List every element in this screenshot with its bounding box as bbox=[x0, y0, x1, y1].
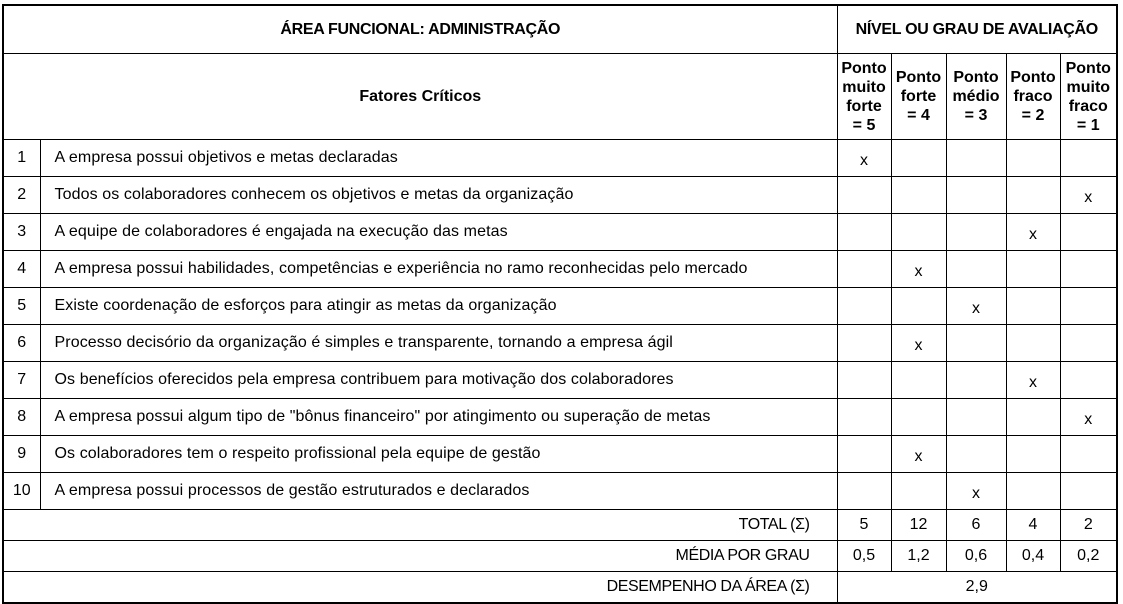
evaluation-table bbox=[2, 4, 1118, 604]
column-header-line: fraco bbox=[1068, 97, 1108, 115]
row-number: 7 bbox=[3, 362, 40, 399]
column-header-line: fraco bbox=[1013, 88, 1053, 105]
column-header-line: Ponto bbox=[1065, 59, 1111, 77]
column-header-line: = 3 bbox=[964, 107, 988, 124]
critical-factors-header: Fatores Críticos bbox=[3, 54, 837, 140]
total-row bbox=[3, 510, 1117, 541]
row-mark bbox=[1060, 325, 1117, 362]
column-header-line: médio bbox=[952, 88, 1000, 105]
row-mark: x bbox=[891, 436, 946, 473]
row-mark bbox=[946, 325, 1006, 362]
total-value: 5 bbox=[837, 510, 891, 541]
row-mark bbox=[946, 251, 1006, 288]
column-header-line: forte bbox=[846, 97, 882, 115]
table-row bbox=[3, 177, 1117, 214]
row-description: A empresa possui habilidades, competências e experiência no ramo reconhecidas pelo mercado bbox=[40, 251, 837, 288]
row-mark bbox=[1006, 251, 1060, 288]
row-number: 2 bbox=[3, 177, 40, 214]
area-title: ÁREA FUNCIONAL: ADMINISTRAÇÃO bbox=[3, 5, 837, 54]
row-mark bbox=[837, 473, 891, 510]
row-mark: x bbox=[1060, 177, 1117, 214]
row-mark bbox=[946, 436, 1006, 473]
row-mark bbox=[946, 362, 1006, 399]
row-mark bbox=[946, 399, 1006, 436]
row-description: Todos os colaboradores conhecem os objetivos e metas da organização bbox=[40, 177, 837, 214]
average-value: 0,5 bbox=[837, 541, 891, 572]
row-mark bbox=[837, 436, 891, 473]
row-mark bbox=[1006, 399, 1060, 436]
row-description: A equipe de colaboradores é engajada na execução das metas bbox=[40, 214, 837, 251]
column-header-line: Ponto bbox=[895, 69, 942, 86]
row-mark bbox=[1060, 473, 1117, 510]
row-mark: x bbox=[946, 473, 1006, 510]
table-row bbox=[3, 325, 1117, 362]
row-mark bbox=[1060, 436, 1117, 473]
row-description: Os colaboradores tem o respeito profissional pela equipe de gestão bbox=[40, 436, 837, 473]
row-mark bbox=[891, 362, 946, 399]
total-value: 4 bbox=[1006, 510, 1060, 541]
column-header-line: = 4 bbox=[907, 107, 930, 124]
column-header-line: Ponto bbox=[841, 59, 887, 77]
row-mark bbox=[1006, 473, 1060, 510]
row-number: 3 bbox=[3, 214, 40, 251]
total-value: 6 bbox=[946, 510, 1006, 541]
row-number: 4 bbox=[3, 251, 40, 288]
column-header-line: muito bbox=[842, 78, 886, 96]
row-number: 1 bbox=[3, 140, 40, 177]
performance-value: 2,9 bbox=[837, 572, 1117, 604]
row-mark bbox=[1060, 362, 1117, 399]
average-value: 1,2 bbox=[891, 541, 946, 572]
column-header-muito-fraco bbox=[1060, 54, 1117, 140]
row-mark bbox=[891, 177, 946, 214]
table-row bbox=[3, 473, 1117, 510]
total-value: 2 bbox=[1060, 510, 1117, 541]
table-row bbox=[3, 140, 1117, 177]
column-header-forte bbox=[891, 54, 946, 140]
row-mark: x bbox=[1006, 214, 1060, 251]
row-mark: x bbox=[891, 325, 946, 362]
row-mark bbox=[1006, 177, 1060, 214]
average-value: 0,6 bbox=[946, 541, 1006, 572]
average-label: MÉDIA POR GRAU bbox=[3, 541, 837, 572]
row-mark bbox=[891, 473, 946, 510]
performance-label: DESEMPENHO DA ÁREA (Σ) bbox=[3, 572, 837, 604]
row-mark bbox=[837, 177, 891, 214]
total-value: 12 bbox=[891, 510, 946, 541]
row-mark bbox=[891, 288, 946, 325]
row-mark bbox=[891, 214, 946, 251]
column-header-fraco bbox=[1006, 54, 1060, 140]
row-mark bbox=[946, 140, 1006, 177]
table-row bbox=[3, 251, 1117, 288]
row-mark bbox=[1006, 140, 1060, 177]
row-number: 9 bbox=[3, 436, 40, 473]
row-mark bbox=[837, 214, 891, 251]
row-mark bbox=[1060, 251, 1117, 288]
row-mark bbox=[1006, 436, 1060, 473]
row-number: 8 bbox=[3, 399, 40, 436]
row-mark: x bbox=[1006, 362, 1060, 399]
row-mark bbox=[1060, 288, 1117, 325]
row-mark: x bbox=[837, 140, 891, 177]
table-row bbox=[3, 436, 1117, 473]
table-row bbox=[3, 214, 1117, 251]
column-header-medio bbox=[946, 54, 1006, 140]
row-mark bbox=[1006, 325, 1060, 362]
column-header-line: Ponto bbox=[953, 69, 999, 86]
row-mark bbox=[1060, 214, 1117, 251]
row-mark bbox=[837, 325, 891, 362]
row-mark bbox=[1060, 140, 1117, 177]
row-mark bbox=[946, 214, 1006, 251]
table-row bbox=[3, 362, 1117, 399]
row-mark bbox=[837, 288, 891, 325]
row-mark bbox=[891, 399, 946, 436]
row-mark bbox=[837, 362, 891, 399]
row-number: 10 bbox=[3, 473, 40, 510]
row-mark bbox=[837, 399, 891, 436]
row-description: A empresa possui objetivos e metas declaradas bbox=[40, 140, 837, 177]
row-mark bbox=[891, 140, 946, 177]
row-description: Os benefícios oferecidos pela empresa contribuem para motivação dos colaboradores bbox=[40, 362, 837, 399]
row-mark: x bbox=[946, 288, 1006, 325]
row-description: A empresa possui algum tipo de "bônus financeiro" por atingimento ou superação de metas bbox=[40, 399, 837, 436]
table-row bbox=[3, 399, 1117, 436]
total-label: TOTAL (Σ) bbox=[3, 510, 837, 541]
row-mark bbox=[837, 251, 891, 288]
average-value: 0,2 bbox=[1060, 541, 1117, 572]
row-mark bbox=[946, 177, 1006, 214]
row-mark: x bbox=[1060, 399, 1117, 436]
column-header-line: muito bbox=[1066, 78, 1111, 96]
row-number: 5 bbox=[3, 288, 40, 325]
row-mark bbox=[1006, 288, 1060, 325]
average-row bbox=[3, 541, 1117, 572]
average-value: 0,4 bbox=[1006, 541, 1060, 572]
column-header-muito-forte bbox=[837, 54, 891, 140]
performance-row bbox=[3, 572, 1117, 604]
column-header-line: = 5 bbox=[852, 116, 876, 134]
row-mark: x bbox=[891, 251, 946, 288]
column-header-line: = 1 bbox=[1076, 116, 1100, 134]
table-row bbox=[3, 288, 1117, 325]
column-header-line: Ponto bbox=[1010, 69, 1056, 86]
row-description: A empresa possui processos de gestão estruturados e declarados bbox=[40, 473, 837, 510]
column-header-line: = 2 bbox=[1021, 107, 1045, 124]
column-header-line: forte bbox=[900, 88, 937, 105]
row-description: Processo decisório da organização é simples e transparente, tornando a empresa ágil bbox=[40, 325, 837, 362]
row-description: Existe coordenação de esforços para atingir as metas da organização bbox=[40, 288, 837, 325]
row-number: 6 bbox=[3, 325, 40, 362]
evaluation-level-title: NÍVEL OU GRAU DE AVALIAÇÃO bbox=[837, 5, 1117, 54]
